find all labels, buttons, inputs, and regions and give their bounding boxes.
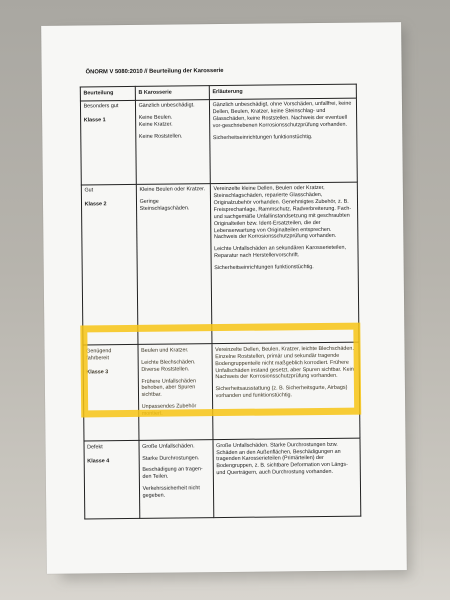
table-row (80, 98, 357, 185)
rating-label: Defekt (87, 443, 103, 451)
karosserie-text: Starke Durchrostungen. (142, 454, 200, 462)
erlaeuterung-text: Sicherheitsausstattung (z. B. Sicherheitsgurte, Airbags) vorhanden und funktionstüchtig. (215, 385, 348, 400)
class-label: Klasse 4 (87, 457, 110, 464)
erlaeuterung-cell (213, 438, 361, 517)
header-karosserie: B Karosserie (135, 86, 209, 101)
rating-cell (84, 441, 140, 519)
karosserie-text: Keine Roststellen. (138, 133, 183, 140)
erlaeuterung-text: Gänzlich unbeschädigt, ohne Vorschäden, unfallfrei, keine Dellen, Beulen, Kratzer, keine Steinschlag- und Glasschäden, keine Roststellen. Nachweis der eventuell vor-geschriebenen Korrosionsschutzprüfung vorhanden. (212, 100, 352, 130)
karosserie-text: Große Unfallschäden. (142, 442, 195, 450)
rating-cell (80, 100, 136, 184)
table-row (81, 182, 359, 346)
erlaeuterung-text: Sicherheitseinrichtungen funktionstüchtig. (212, 133, 313, 142)
karosserie-text: Kleine Beulen oder Kratzer. (139, 186, 206, 193)
erlaeuterung-cell (212, 343, 360, 440)
table-row-highlighted (83, 343, 360, 442)
karosserie-cell (138, 344, 213, 441)
karosserie-cell (136, 183, 212, 345)
class-label: Klasse 2 (84, 201, 107, 208)
erlaeuterung-text: Vereinzelte kleine Dellen, Beulen oder Kratzer, Steinschlagschäden, reparierte Glasschäden, Originalzubehör vorhanden. Genehmigtes Zubehör, z. B. Freisprechanlage, Rammschutz, Radverbreiterung. Fach-und sachgemäße Unfallinstandsetzung mit geschraubten Originalteilen bzw. Ident-Ersatzteilen, die der Lebenserwartung von Originalteilen entsprechen. Nachweis der Korrosionsschutzprüfung vorhanden. (213, 185, 352, 241)
class-label: Klasse 3 (86, 368, 109, 376)
karosserie-text: Keine Beulen. Keine Kratzer. (138, 114, 173, 128)
erlaeuterung-text: Große Unfallschäden. Starke Durchrostungen bzw. Schäden an den Außenflächen, Beschädigungen an tragenden Karosserieteilen (Primärteilen) der Bodengruppen, z. B. sichtbare Deformation von Längs- und Querträgern, auch Durchrostung vorhanden. (216, 441, 348, 477)
erlaeuterung-cell (210, 182, 359, 344)
karosserie-text: Gänzlich unbeschädigt. (138, 102, 195, 110)
rating-cell (83, 345, 139, 441)
karosserie-cell (139, 440, 214, 519)
erlaeuterung-text: Vereinzelte Dellen, Beulen, Kratzer, leichte Blechschäden. Einzelne Roststellen, primär und sekundär tragende Bodengruppenteile nicht maßgeblich korrodiert. Frühere Unfallschäden instand gesetzt, aber Spuren sichtbar. Kein Nachweis der Korrosionsschutzprüfung vorhanden. (215, 345, 354, 381)
karosserie-text: Beulen und Kratzer. (141, 347, 189, 354)
karosserie-text: Beschädigung an tragen-den Teilen. (142, 466, 203, 481)
erlaeuterung-text: Sicherheitseinrichtungen funktionstüchtig. (214, 264, 314, 272)
class-label: Klasse 1 (83, 117, 106, 124)
header-beurteilung: Beurteilung (80, 86, 135, 100)
rating-label: Besonders gut (83, 103, 119, 110)
rating-label: Genügend fahrbereit (86, 348, 112, 362)
header-erlaeuterung: Erläuterung (209, 84, 356, 99)
document-title: ÖNORM V 5080:2010 // Beurteilung der Karosserie (85, 67, 224, 76)
karosserie-text: Verkehrssicherheit nicht gegeben. (142, 485, 200, 500)
erlaeuterung-text: Leichte Unfallschäden an sekundären Karosserieteilen, Reparatur nach Herstellervorschrift. (214, 245, 346, 260)
rating-cell (81, 184, 138, 345)
karosserie-text: Frühere Unfallschäden behoben, aber Spuren sichtbar. (141, 377, 197, 399)
rating-table (80, 84, 362, 520)
karosserie-text: Leichte Blechschäden. Diverse Roststellen. (141, 359, 196, 373)
karosserie-text: Unpassendes Zubehör montiert. (141, 403, 197, 418)
karosserie-cell (135, 100, 210, 185)
karosserie-text: Geringe Steinschlagschäden. (139, 198, 190, 212)
rating-label: Gut (84, 187, 94, 194)
erlaeuterung-cell (209, 98, 357, 183)
table-row (84, 438, 361, 519)
paper-sheet (41, 22, 407, 574)
